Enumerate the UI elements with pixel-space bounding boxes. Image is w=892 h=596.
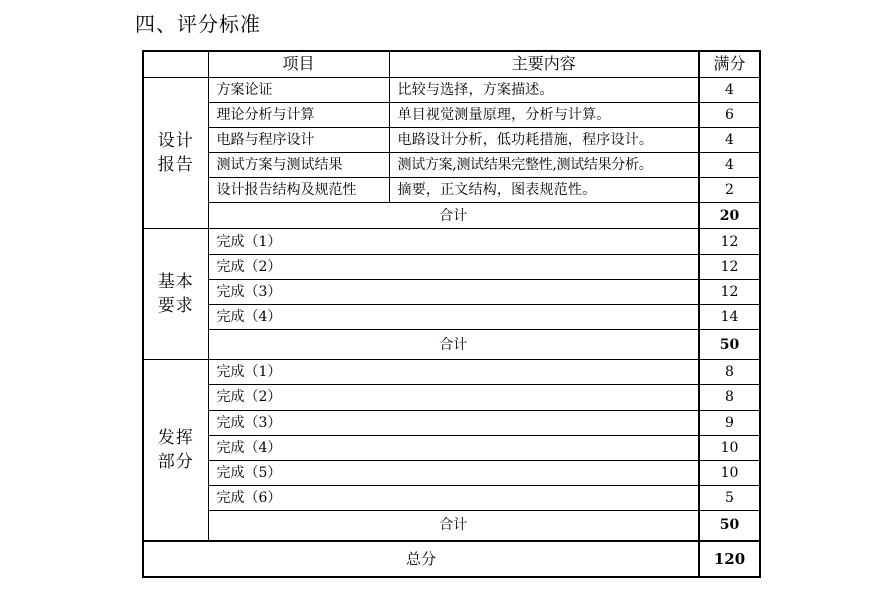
table-row bbox=[143, 153, 760, 178]
subtotal-label: 合计 bbox=[208, 511, 699, 541]
content-cell: 测试方案,测试结果完整性,测试结果分析。 bbox=[389, 153, 699, 178]
item-cell: 理论分析与计算 bbox=[208, 102, 389, 127]
score-cell: 10 bbox=[699, 460, 760, 485]
scoring-table bbox=[142, 50, 761, 578]
item-cell: 完成（2） bbox=[208, 385, 699, 410]
score-cell: 2 bbox=[699, 178, 760, 203]
table-row bbox=[143, 77, 760, 102]
table-row bbox=[143, 279, 760, 304]
content-cell: 比较与选择，方案描述。 bbox=[389, 77, 699, 102]
header-content: 主要内容 bbox=[389, 51, 699, 77]
score-cell: 6 bbox=[699, 102, 760, 127]
score-cell: 12 bbox=[699, 229, 760, 254]
header-row bbox=[143, 51, 760, 77]
section-design-report bbox=[143, 77, 208, 229]
score-cell: 14 bbox=[699, 304, 760, 329]
header-full-score: 满分 bbox=[699, 51, 760, 77]
subtotal-value: 50 bbox=[699, 511, 760, 541]
section-label-line: 设计 bbox=[157, 131, 194, 152]
score-cell: 9 bbox=[699, 410, 760, 435]
subtotal-label: 合计 bbox=[208, 330, 699, 360]
subtotal-row bbox=[143, 203, 760, 229]
item-cell: 完成（1） bbox=[208, 229, 699, 254]
subtotal-value: 20 bbox=[699, 203, 760, 229]
header-empty bbox=[143, 51, 208, 77]
table-row bbox=[143, 460, 760, 485]
table-row bbox=[143, 435, 760, 460]
score-cell: 4 bbox=[699, 127, 760, 152]
total-label: 总分 bbox=[143, 541, 699, 577]
content-cell: 电路设计分析，低功耗措施，程序设计。 bbox=[389, 127, 699, 152]
table-row bbox=[143, 102, 760, 127]
table-row bbox=[143, 254, 760, 279]
table-row bbox=[143, 410, 760, 435]
total-value: 120 bbox=[699, 541, 760, 577]
item-cell: 完成（1） bbox=[208, 360, 699, 385]
table-row bbox=[143, 178, 760, 203]
table-row bbox=[143, 127, 760, 152]
item-cell: 完成（4） bbox=[208, 304, 699, 329]
item-cell: 方案论证 bbox=[208, 77, 389, 102]
content-cell: 单目视觉测量原理，分析与计算。 bbox=[389, 102, 699, 127]
item-cell: 完成（4） bbox=[208, 435, 699, 460]
score-cell: 12 bbox=[699, 254, 760, 279]
subtotal-row bbox=[143, 330, 760, 360]
table-row bbox=[143, 385, 760, 410]
table-row bbox=[143, 304, 760, 329]
section-extension bbox=[143, 360, 208, 541]
section-label-line: 基本 bbox=[157, 272, 194, 293]
section-label-line: 报告 bbox=[157, 155, 194, 176]
score-cell: 4 bbox=[699, 77, 760, 102]
item-cell: 完成（6） bbox=[208, 485, 699, 510]
score-cell: 4 bbox=[699, 153, 760, 178]
content-cell: 摘要，正文结构，图表规范性。 bbox=[389, 178, 699, 203]
subtotal-row bbox=[143, 511, 760, 541]
score-cell: 12 bbox=[699, 279, 760, 304]
section-label-line: 部分 bbox=[157, 451, 194, 472]
header-item: 项目 bbox=[208, 51, 389, 77]
score-cell: 10 bbox=[699, 435, 760, 460]
subtotal-label: 合计 bbox=[208, 203, 699, 229]
item-cell: 完成（2） bbox=[208, 254, 699, 279]
item-cell: 电路与程序设计 bbox=[208, 127, 389, 152]
table-row bbox=[143, 485, 760, 510]
score-cell: 8 bbox=[699, 385, 760, 410]
item-cell: 完成（3） bbox=[208, 279, 699, 304]
score-cell: 8 bbox=[699, 360, 760, 385]
item-cell: 完成（3） bbox=[208, 410, 699, 435]
score-cell: 5 bbox=[699, 485, 760, 510]
table-row bbox=[143, 229, 760, 254]
subtotal-value: 50 bbox=[699, 330, 760, 360]
item-cell: 测试方案与测试结果 bbox=[208, 153, 389, 178]
item-cell: 完成（5） bbox=[208, 460, 699, 485]
section-label-line: 要求 bbox=[157, 296, 194, 317]
total-row bbox=[143, 541, 760, 577]
section-basic-requirements bbox=[143, 229, 208, 360]
section-label-line: 发挥 bbox=[157, 427, 194, 448]
item-cell: 设计报告结构及规范性 bbox=[208, 178, 389, 203]
table-row bbox=[143, 360, 760, 385]
section-heading: 四、评分标准 bbox=[135, 12, 261, 36]
